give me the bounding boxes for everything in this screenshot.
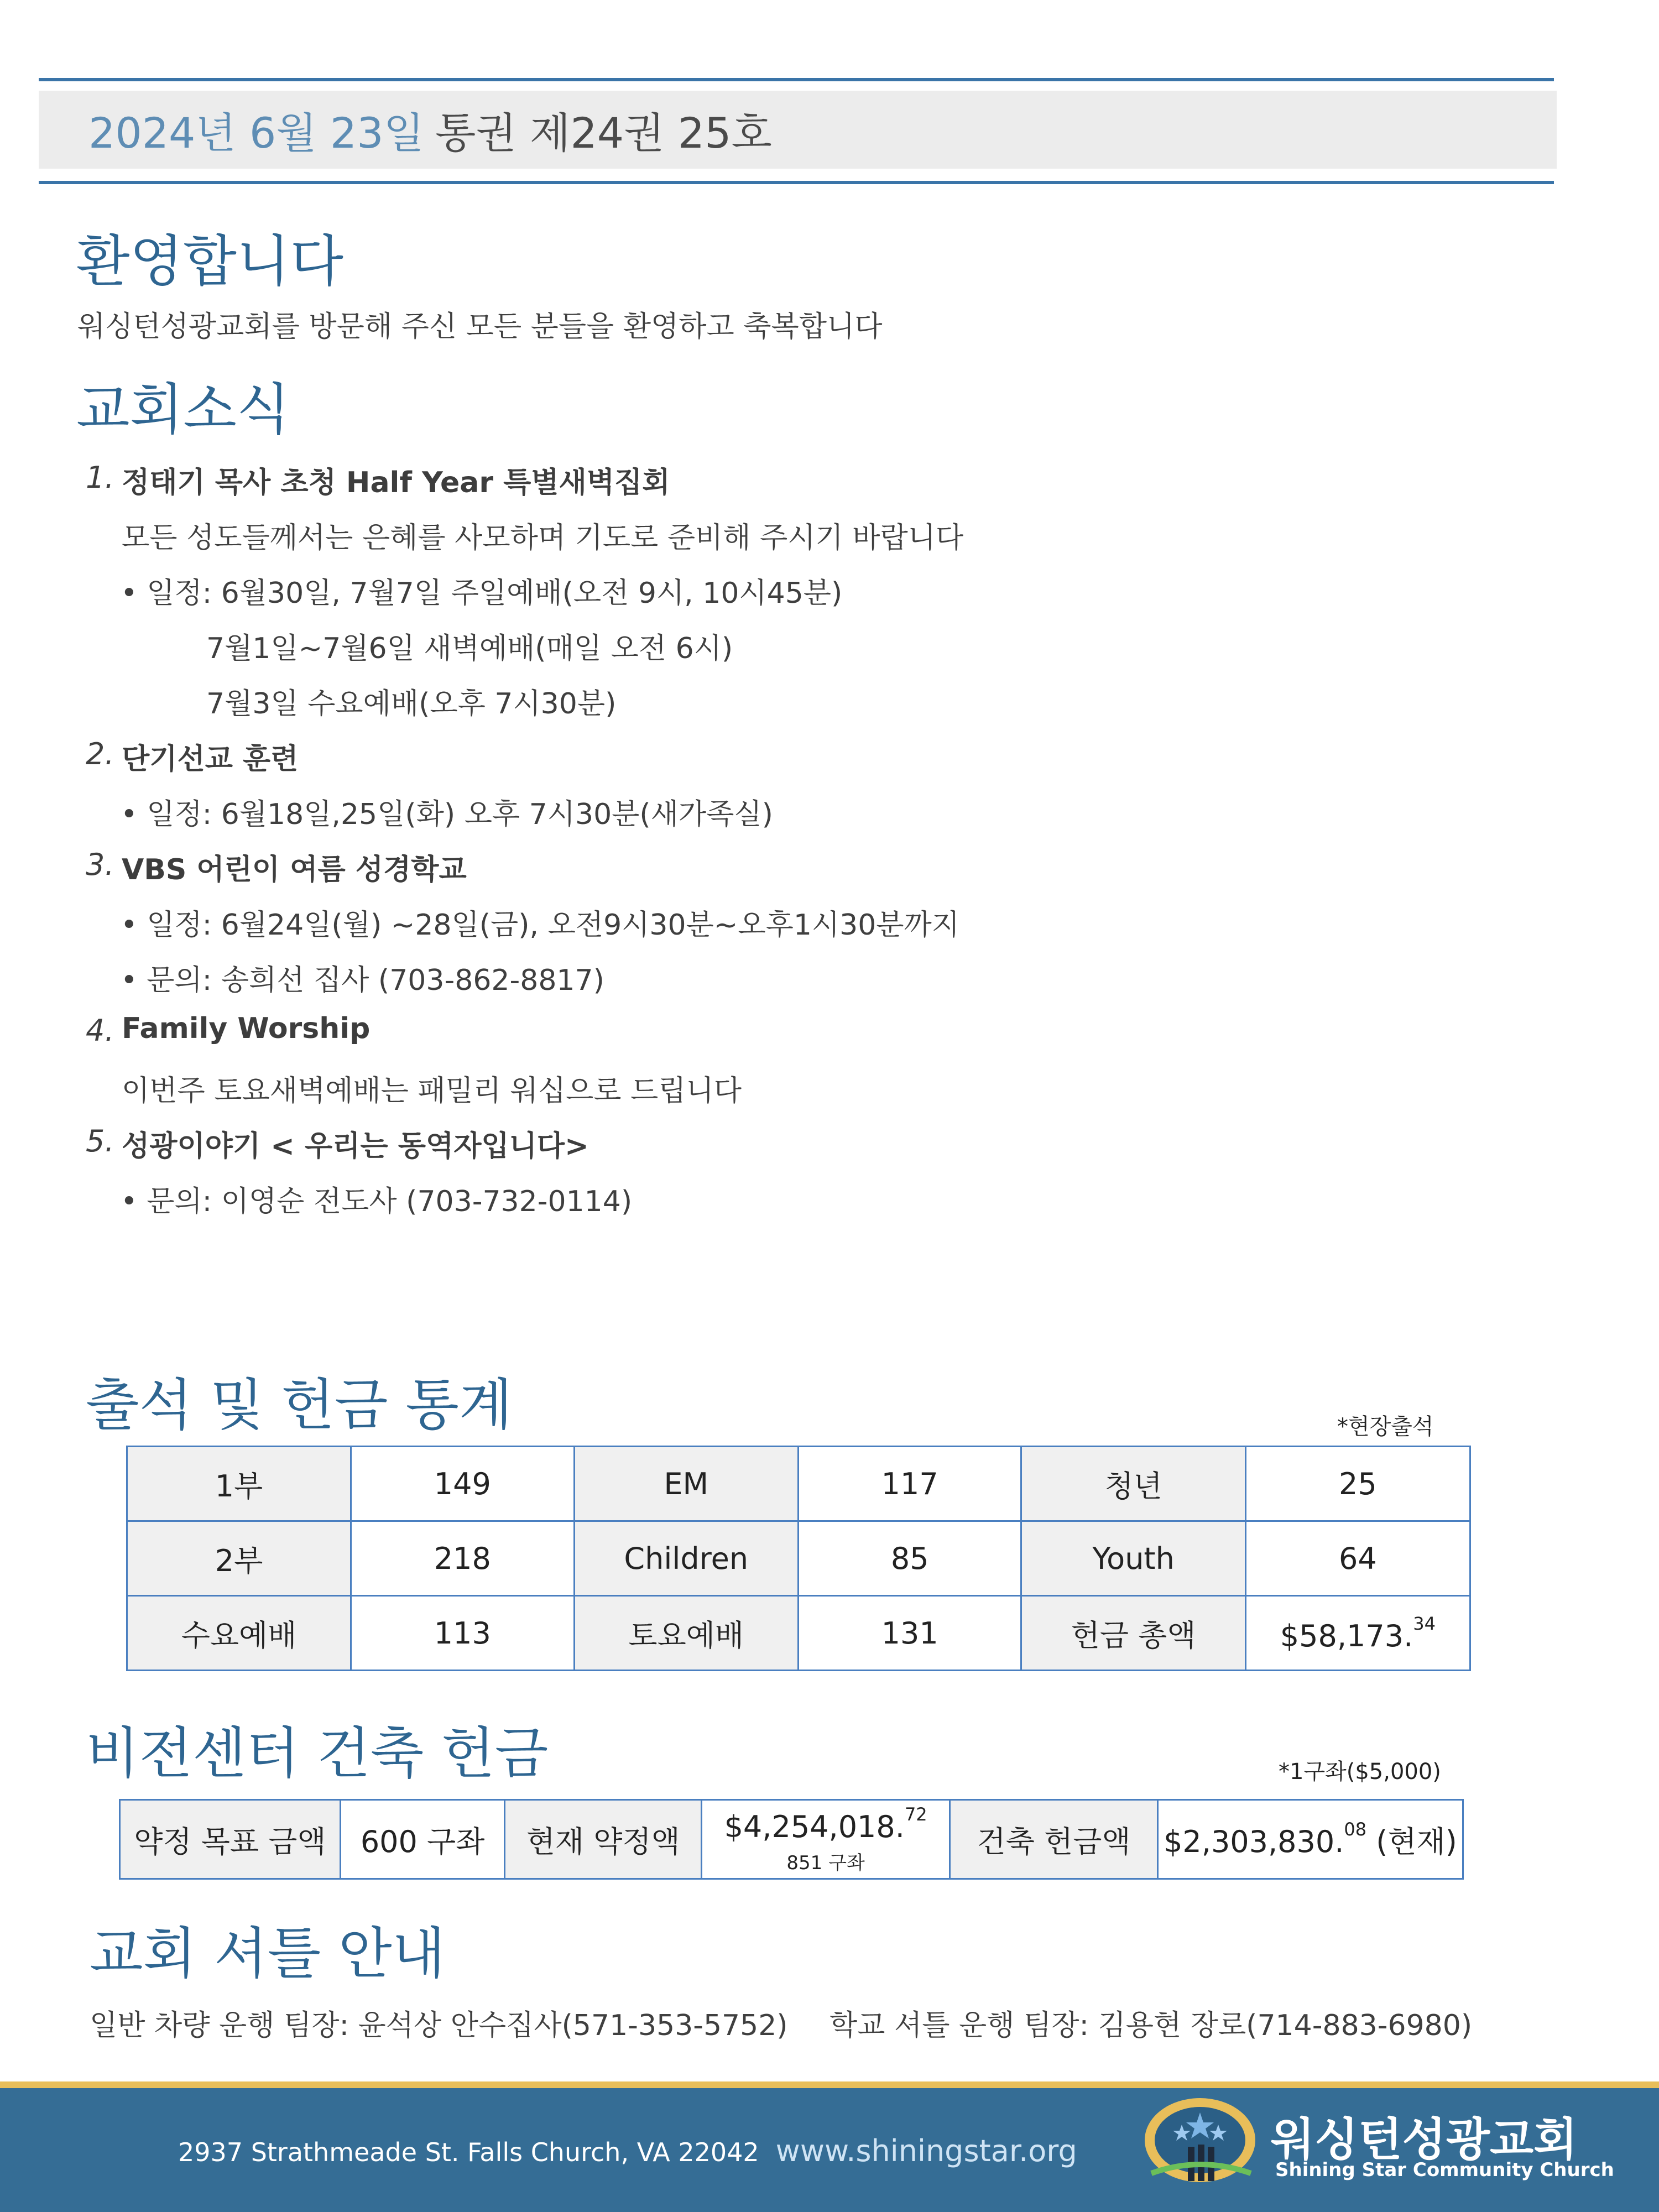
building-label: 건축 헌금액 [950, 1800, 1158, 1879]
header-rule-top [39, 78, 1554, 81]
news-item-2-line-1: • 일정: 6월18일,25일(화) 오후 7시30분(새가족실) [121, 798, 773, 831]
table-cell: 218 [351, 1521, 575, 1596]
news-item-5-line-1: • 문의: 이영순 전도사 (703-732-0114) [121, 1185, 633, 1218]
news-item-3-title: VBS 어린이 여름 성경학교 [122, 853, 467, 886]
building-suffix: (현재) [1366, 1824, 1457, 1859]
news-item-3-line-1: • 일정: 6월24일(월) ~28일(금), 오전9시30분~오후1시30분까지 [121, 909, 959, 942]
vision-table [119, 1799, 1464, 1880]
pledge-label: 현재 약정액 [505, 1800, 702, 1879]
shuttle-title: 교회 셔틀 안내 [90, 1921, 446, 1986]
news-item-1-title: 정태기 목사 초청 Half Year 특별새벽집회 [122, 466, 670, 499]
table-cell: 25 [1245, 1447, 1470, 1521]
church-name-korean: 워싱턴성광교회 [1271, 2114, 1578, 2166]
table-cell: 수요예배 [127, 1596, 351, 1671]
header-rule-bottom [39, 181, 1554, 184]
church-address: 2937 Strathmeade St. Falls Church, VA 22042 [178, 2137, 759, 2167]
attendance-table [126, 1446, 1471, 1671]
church-emblem-icon [1140, 2090, 1267, 2190]
table-row [120, 1800, 1463, 1879]
news-item-2-title: 단기선교 훈련 [122, 743, 299, 776]
table-cell: EM [574, 1447, 798, 1521]
building-amount: $2,303,830. [1164, 1824, 1344, 1859]
issue-volume: 통권 제24권 25호 [435, 108, 772, 158]
goal-label: 약정 목표 금액 [120, 1800, 341, 1879]
table-cell: 85 [798, 1521, 1021, 1596]
attendance-title: 출석 및 헌금 통계 [86, 1373, 513, 1437]
news-item-1-line-4: 7월3일 수요예배(오후 7시30분) [206, 687, 617, 721]
goal-value: 600 구좌 [340, 1800, 505, 1879]
pledge-amount: $4,254,018. [724, 1809, 905, 1844]
church-website-link[interactable]: www.shiningstar.org [775, 2133, 1077, 2168]
table-cell: 1부 [127, 1447, 351, 1521]
news-item-1-line-3: 7월1일~7월6일 새벽예배(매일 오전 6시) [206, 632, 733, 665]
news-item-3-number: 3. [86, 847, 114, 882]
building-cell [1157, 1800, 1463, 1879]
footer-address-line [178, 2133, 1077, 2168]
welcome-title: 환영합니다 [76, 229, 343, 294]
table-cell: 2부 [127, 1521, 351, 1596]
news-item-1-number: 1. [86, 460, 114, 495]
table-row [127, 1521, 1470, 1596]
vision-note: *1구좌($5,000) [1279, 1759, 1441, 1785]
shuttle-school: 학교 셔틀 운행 팀장: 김용현 장로(714-883-6980) [830, 2009, 1473, 2042]
issue-date-band [39, 91, 1557, 169]
news-item-3-line-2: • 문의: 송희선 집사 (703-862-8817) [121, 964, 604, 997]
news-item-5-number: 5. [86, 1124, 114, 1159]
welcome-text: 워싱턴성광교회를 방문해 주신 모든 분들을 환영하고 축복합니다 [77, 310, 883, 343]
shuttle-general: 일반 차량 운행 팀장: 윤석상 안수집사(571-353-5752) [90, 2009, 788, 2042]
news-item-1-line-2: • 일정: 6월30일, 7월7일 주일예배(오전 9시, 10시45분) [121, 577, 843, 610]
offering-total-cents: 34 [1413, 1613, 1436, 1634]
table-row [127, 1447, 1470, 1521]
vision-title: 비전센터 건축 헌금 [86, 1721, 549, 1786]
table-cell: 113 [351, 1596, 575, 1671]
pledge-amount-cents: 72 [904, 1804, 927, 1825]
building-amount-cents: 08 [1344, 1818, 1367, 1840]
pledge-units: 851 구좌 [786, 1852, 865, 1874]
news-item-1-line-1: 모든 성도들께서는 은혜를 사모하며 기도로 준비해 주시기 바랍니다 [122, 521, 964, 555]
news-item-4-title: Family Worship [122, 1012, 371, 1045]
table-cell: 헌금 총액 [1021, 1596, 1245, 1671]
table-cell: 149 [351, 1447, 575, 1521]
table-cell: 토요예배 [574, 1596, 798, 1671]
issue-date: 2024년 6월 23일 [88, 108, 425, 158]
table-cell: Children [574, 1521, 798, 1596]
offering-total: $58,173. [1280, 1618, 1413, 1653]
news-item-4-line-1: 이번주 토요새벽예배는 패밀리 워십으로 드립니다 [122, 1074, 742, 1108]
table-cell: 64 [1245, 1521, 1470, 1596]
news-item-5-title: 성광이야기 < 우리는 동역자입니다> [122, 1130, 589, 1163]
news-title: 교회소식 [76, 377, 290, 442]
offering-total-cell [1245, 1596, 1470, 1671]
news-item-2-number: 2. [86, 737, 114, 771]
table-row [127, 1596, 1470, 1671]
church-name-english: Shining Star Community Church [1275, 2159, 1614, 2181]
table-cell: 131 [798, 1596, 1021, 1671]
table-cell: 청년 [1021, 1447, 1245, 1521]
attendance-note: *현장출석 [1337, 1414, 1434, 1439]
pledge-cell [701, 1800, 950, 1879]
table-cell: Youth [1021, 1521, 1245, 1596]
table-cell: 117 [798, 1447, 1021, 1521]
news-item-4-number: 4. [86, 1013, 114, 1048]
